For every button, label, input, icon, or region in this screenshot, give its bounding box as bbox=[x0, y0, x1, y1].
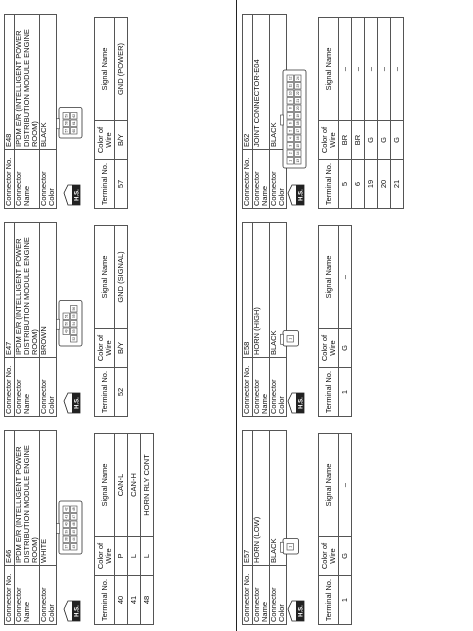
signal-name: – bbox=[378, 18, 391, 121]
hs-label: H.S. bbox=[298, 189, 305, 201]
hs-icon bbox=[286, 183, 306, 207]
pin-number: 10 bbox=[288, 91, 293, 96]
pin-number: 2 bbox=[288, 152, 293, 155]
hs-label: H.S. bbox=[74, 397, 81, 409]
pin-number: 5 bbox=[288, 129, 293, 132]
wire-color-header: Color of Wire bbox=[95, 537, 115, 576]
signal-table-header bbox=[95, 226, 115, 417]
terminal-row bbox=[339, 18, 352, 209]
pin-number: 58 bbox=[64, 121, 69, 126]
connector-name-row bbox=[15, 15, 40, 209]
terminal-no: 41 bbox=[128, 576, 141, 625]
connector-latch bbox=[281, 115, 284, 125]
connector-latch bbox=[57, 319, 60, 329]
wire-color: G bbox=[378, 121, 391, 160]
terminal-no: 6 bbox=[352, 160, 365, 209]
connector-face bbox=[280, 538, 304, 556]
connector-number-label: Connector No. bbox=[5, 566, 15, 625]
connector-number-value: E48 bbox=[5, 15, 15, 150]
wire-color: G bbox=[339, 329, 352, 368]
pin-number: 11 bbox=[288, 84, 293, 88]
signal-name-header: Signal Name bbox=[95, 226, 115, 329]
pin-number: 44 bbox=[72, 537, 76, 542]
signal-table-header bbox=[95, 18, 115, 209]
terminal-row bbox=[339, 434, 352, 625]
pin-number: 24 bbox=[296, 76, 300, 81]
connector-number-value: E46 bbox=[5, 431, 15, 566]
connector-color-label: Connector Color bbox=[270, 566, 287, 625]
signal-name: – bbox=[339, 18, 352, 121]
pin-number: 42 bbox=[64, 507, 69, 512]
wire-color-header: Color of Wire bbox=[319, 329, 339, 368]
wire-color: B/Y bbox=[115, 121, 128, 160]
signal-name: – bbox=[339, 226, 352, 329]
pin-number: 21 bbox=[296, 98, 300, 103]
pin-number: 52 bbox=[72, 336, 76, 341]
pin-number: 1 bbox=[288, 159, 293, 162]
connector-name-row bbox=[253, 15, 270, 209]
pin-number: 6 bbox=[288, 122, 293, 125]
connector-name-label: Connector Name bbox=[15, 358, 40, 417]
pin-number: 38 bbox=[64, 537, 69, 542]
pin-number: 17 bbox=[296, 128, 300, 133]
terminal-row bbox=[339, 226, 352, 417]
pin-number: 18 bbox=[296, 121, 300, 126]
pin-number: 9 bbox=[288, 99, 293, 102]
connector-name-value: HORN (HIGH) bbox=[253, 223, 270, 358]
connector-block bbox=[4, 430, 151, 625]
connector-face bbox=[56, 500, 87, 555]
connector-number-row bbox=[5, 431, 15, 625]
connector-number-value: E58 bbox=[243, 223, 253, 358]
hs-badge bbox=[286, 599, 306, 623]
connector-color-label: Connector Color bbox=[270, 150, 287, 209]
connector-header-table bbox=[4, 430, 57, 625]
connector-color-label: Connector Color bbox=[40, 150, 57, 209]
connector-diagram bbox=[280, 538, 302, 556]
connector-latch bbox=[281, 334, 284, 344]
pin-number: 60 bbox=[72, 128, 76, 133]
pin-number: 19 bbox=[296, 113, 300, 118]
hs-label: H.S. bbox=[74, 605, 81, 617]
pin-number: 23 bbox=[296, 83, 300, 88]
pin-number: 61 bbox=[72, 121, 76, 126]
connector-name-row bbox=[253, 223, 270, 417]
connector-diagram bbox=[56, 107, 85, 140]
pin-number: 39 bbox=[64, 529, 69, 534]
connector-latch bbox=[281, 542, 284, 552]
connector-color-value: BROWN bbox=[40, 223, 57, 358]
connector-name-label: Connector Name bbox=[15, 150, 40, 209]
connector-block bbox=[242, 222, 349, 417]
signal-name: CAN-H bbox=[128, 434, 141, 537]
wire-color-header: Color of Wire bbox=[319, 537, 339, 576]
signal-table-header bbox=[319, 226, 339, 417]
terminal-row bbox=[365, 18, 378, 209]
signal-name: GND (SIGNAL) bbox=[115, 226, 128, 329]
connector-number-value: E47 bbox=[5, 223, 15, 358]
connector-latch bbox=[57, 524, 60, 534]
connector-number-label: Connector No. bbox=[243, 150, 253, 209]
hs-badge bbox=[62, 391, 82, 415]
pin-number: 3 bbox=[288, 144, 293, 147]
connector-number-row bbox=[243, 223, 253, 417]
connector-number-label: Connector No. bbox=[243, 358, 253, 417]
pin-number: 49 bbox=[64, 329, 69, 334]
pin-number: 7 bbox=[288, 114, 293, 117]
hs-icon bbox=[62, 599, 82, 623]
wire-color: BR bbox=[339, 121, 352, 160]
connector-number-label: Connector No. bbox=[5, 150, 15, 209]
connector-color-row bbox=[40, 431, 57, 625]
pin-number: 47 bbox=[72, 514, 76, 519]
signal-table bbox=[94, 17, 128, 209]
hs-badge bbox=[62, 183, 82, 207]
connector-number-label: Connector No. bbox=[243, 566, 253, 625]
terminal-no: 20 bbox=[378, 160, 391, 209]
pin-number: 16 bbox=[296, 136, 300, 141]
connector-block bbox=[242, 430, 349, 625]
pin-number: 62 bbox=[72, 113, 76, 118]
pin-number: 8 bbox=[288, 107, 293, 110]
hs-label: H.S. bbox=[298, 397, 305, 409]
wire-color: G bbox=[365, 121, 378, 160]
connector-name-value: IPDM E/R (INTELLIGENT POWER DISTRIBUTION MODULE ENGINE ROOM) bbox=[15, 223, 40, 358]
connector-name-value: IPDM E/R (INTELLIGENT POWER DISTRIBUTION MODULE ENGINE ROOM) bbox=[15, 15, 40, 150]
terminal-no: 21 bbox=[391, 160, 404, 209]
signal-name-header: Signal Name bbox=[319, 18, 339, 121]
connector-name-label: Connector Name bbox=[15, 566, 40, 625]
terminal-no: 48 bbox=[141, 576, 154, 625]
hs-badge bbox=[286, 183, 306, 207]
connector-name-label: Connector Name bbox=[253, 150, 270, 209]
signal-table bbox=[318, 433, 352, 625]
signal-name: CAN-L bbox=[115, 434, 128, 537]
signal-name-header: Signal Name bbox=[95, 434, 115, 537]
signal-table bbox=[318, 17, 404, 209]
pin-number: 45 bbox=[72, 529, 76, 534]
wire-color-header: Color of Wire bbox=[95, 121, 115, 160]
connector-name-row bbox=[15, 431, 40, 625]
connector-name-label: Connector Name bbox=[253, 566, 270, 625]
connector-block bbox=[242, 14, 401, 209]
connector-latch bbox=[57, 119, 60, 129]
connector-number-row bbox=[5, 15, 15, 209]
connector-name-value: JOINT CONNECTOR-E04 bbox=[253, 15, 270, 150]
hs-badge bbox=[286, 391, 306, 415]
connector-number-row bbox=[243, 15, 253, 209]
pin-number: 54 bbox=[72, 321, 76, 326]
terminal-row bbox=[391, 18, 404, 209]
pin-number: 37 bbox=[64, 544, 69, 549]
wire-color: BR bbox=[352, 121, 365, 160]
wire-color: P bbox=[115, 537, 128, 576]
pin-number: 50 bbox=[64, 321, 69, 326]
hs-icon bbox=[62, 391, 82, 415]
connector-color-value: BLACK bbox=[40, 15, 57, 150]
connector-number-value: E62 bbox=[243, 15, 253, 150]
connector-face bbox=[56, 107, 87, 140]
connector-header-table bbox=[242, 222, 287, 417]
connector-color-label: Connector Color bbox=[270, 358, 287, 417]
pin-number: 55 bbox=[72, 314, 76, 319]
pin-number: 56 bbox=[72, 306, 76, 311]
signal-name-header: Signal Name bbox=[319, 226, 339, 329]
connector-diagram bbox=[56, 500, 85, 555]
connector-face bbox=[56, 300, 87, 348]
connector-color-value: BLACK bbox=[270, 15, 287, 150]
pin-number: 40 bbox=[64, 522, 69, 527]
pin-number: 22 bbox=[296, 91, 300, 96]
connector-color-value: BLACK bbox=[270, 223, 287, 358]
connector-block bbox=[4, 222, 125, 417]
wire-color: G bbox=[391, 121, 404, 160]
signal-name: HORN RLY CONT bbox=[141, 434, 154, 537]
section-divider bbox=[236, 0, 237, 631]
pin-number: 53 bbox=[72, 329, 76, 334]
terminal-no: 52 bbox=[115, 368, 128, 417]
hs-icon bbox=[62, 183, 82, 207]
pin-number: 59 bbox=[64, 113, 69, 118]
terminal-row bbox=[141, 434, 154, 625]
pin-number: 4 bbox=[288, 137, 293, 140]
signal-name-header: Signal Name bbox=[95, 18, 115, 121]
pin-number: 57 bbox=[64, 128, 69, 133]
terminal-row bbox=[378, 18, 391, 209]
terminal-no: 1 bbox=[339, 576, 352, 625]
wire-color: B/Y bbox=[115, 329, 128, 368]
pin-number: 1 bbox=[288, 545, 293, 548]
connector-header-table bbox=[4, 222, 57, 417]
pin-number: 1 bbox=[288, 337, 293, 340]
hs-icon bbox=[286, 599, 306, 623]
signal-name: GND (POWER) bbox=[115, 18, 128, 121]
pin-number: 43 bbox=[72, 544, 76, 549]
pin-number: 46 bbox=[72, 522, 76, 527]
wire-color: G bbox=[339, 537, 352, 576]
connector-number-label: Connector No. bbox=[5, 358, 15, 417]
connector-color-value: WHITE bbox=[40, 431, 57, 566]
connector-number-row bbox=[5, 223, 15, 417]
connector-diagram bbox=[280, 69, 309, 169]
signal-table bbox=[94, 225, 128, 417]
terminal-no-header: Terminal No. bbox=[319, 576, 339, 625]
connector-header-table bbox=[4, 14, 57, 209]
connector-header-table bbox=[242, 430, 287, 625]
connector-name-value: IPDM E/R (INTELLIGENT POWER DISTRIBUTION MODULE ENGINE ROOM) bbox=[15, 431, 40, 566]
signal-table-header bbox=[319, 434, 339, 625]
signal-name-header: Signal Name bbox=[319, 434, 339, 537]
connector-color-row bbox=[40, 223, 57, 417]
terminal-row bbox=[128, 434, 141, 625]
signal-table-header bbox=[95, 434, 115, 625]
wire-color: L bbox=[141, 537, 154, 576]
connector-color-row bbox=[270, 431, 287, 625]
terminal-no-header: Terminal No. bbox=[95, 368, 115, 417]
terminal-no: 57 bbox=[115, 160, 128, 209]
wire-color: L bbox=[128, 537, 141, 576]
connector-name-value: HORN (LOW) bbox=[253, 431, 270, 566]
connector-face bbox=[280, 330, 304, 348]
hs-label: H.S. bbox=[74, 189, 81, 201]
signal-table bbox=[318, 225, 352, 417]
pin-number: 41 bbox=[64, 514, 69, 519]
pin-number: 14 bbox=[296, 151, 300, 156]
terminal-no: 5 bbox=[339, 160, 352, 209]
terminal-row bbox=[115, 18, 128, 209]
connector-number-row bbox=[243, 431, 253, 625]
connector-color-row bbox=[40, 15, 57, 209]
connector-color-row bbox=[270, 223, 287, 417]
pin-number: 12 bbox=[288, 76, 293, 81]
wire-color-header: Color of Wire bbox=[319, 121, 339, 160]
signal-name: – bbox=[352, 18, 365, 121]
hs-label: H.S. bbox=[298, 605, 305, 617]
connector-block bbox=[4, 14, 125, 209]
pin-number: 48 bbox=[72, 507, 76, 512]
terminal-no-header: Terminal No. bbox=[319, 368, 339, 417]
signal-table-header bbox=[319, 18, 339, 209]
connector-name-label: Connector Name bbox=[253, 358, 270, 417]
signal-name: – bbox=[339, 434, 352, 537]
signal-name: – bbox=[391, 18, 404, 121]
terminal-no-header: Terminal No. bbox=[95, 160, 115, 209]
hs-icon bbox=[286, 391, 306, 415]
connector-name-row bbox=[253, 431, 270, 625]
pin-number: 51 bbox=[64, 314, 69, 319]
pin-number: 15 bbox=[296, 143, 300, 148]
wire-color-header: Color of Wire bbox=[95, 329, 115, 368]
connector-color-value: BLACK bbox=[270, 431, 287, 566]
signal-table bbox=[94, 433, 154, 625]
terminal-row bbox=[115, 434, 128, 625]
terminal-row bbox=[115, 226, 128, 417]
connector-number-value: E57 bbox=[243, 431, 253, 566]
terminal-no-header: Terminal No. bbox=[319, 160, 339, 209]
signal-name: – bbox=[365, 18, 378, 121]
hs-badge bbox=[62, 599, 82, 623]
pin-number: 13 bbox=[296, 158, 300, 163]
connector-diagram bbox=[56, 300, 85, 348]
terminal-no-header: Terminal No. bbox=[95, 576, 115, 625]
terminal-no: 40 bbox=[115, 576, 128, 625]
connector-face bbox=[280, 69, 311, 169]
terminal-no: 19 bbox=[365, 160, 378, 209]
connector-color-label: Connector Color bbox=[40, 566, 57, 625]
terminal-row bbox=[352, 18, 365, 209]
connector-color-label: Connector Color bbox=[40, 358, 57, 417]
connector-name-row bbox=[15, 223, 40, 417]
terminal-no: 1 bbox=[339, 368, 352, 417]
connector-diagram bbox=[280, 330, 302, 348]
pin-number: 20 bbox=[296, 106, 300, 111]
